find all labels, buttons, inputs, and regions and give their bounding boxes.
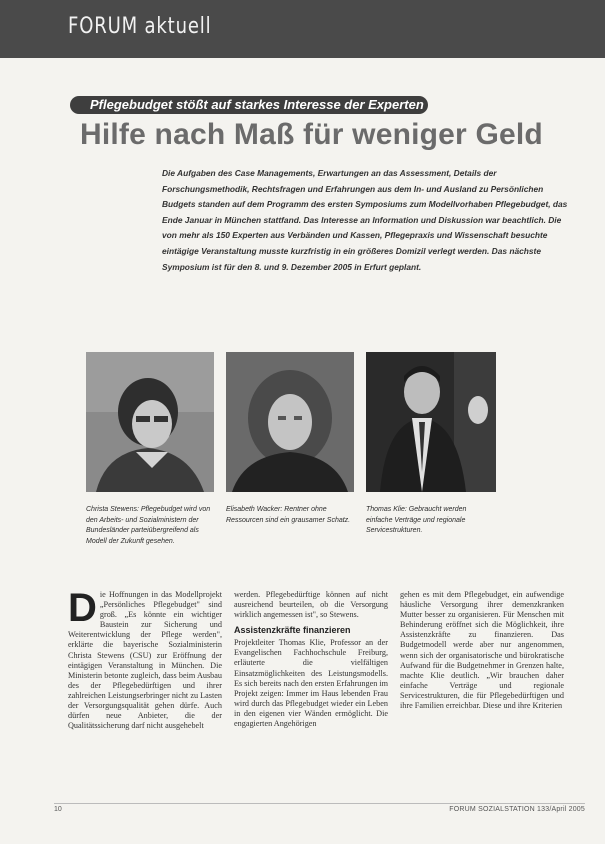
- publication-info: FORUM SOZIALSTATION 133/April 2005: [449, 806, 585, 813]
- section-title: FORUM aktuell: [68, 14, 212, 39]
- section-header-bar: [0, 0, 605, 58]
- thomas-klie-photo: [366, 352, 496, 492]
- body-column-1-text: ie Hoffnungen in das Modellprojekt „Persönliches Pflegebudget" sind groß. „Es könnte ein wichtiger Baustein zur Sicherung und Weiterentwicklung der Pflege werden", erklärte die bayerische Sozialministerin Christa Stewens (CSU) zur Eröffnung der eintägigen Veranstaltung in München. Die Ministerin betonte zugleich, dass beim Ausbau des der Pflegebedürftigen und ihrer zahlreichen Leistungserbringer nicht zu Lasten der Versorgungsqualität gehen dürfe. Auch dürfen neue Anbieter, die der Qualitätssicherung darf nicht ausgehebelt: [68, 590, 222, 731]
- footer-rule: [54, 803, 585, 804]
- christa-stewens-photo: [86, 352, 214, 492]
- kicker-text: Pflegebudget stößt auf starkes Interesse der Experten: [90, 97, 424, 112]
- thomas-klie-caption: Thomas Klie: Gebraucht werden einfache Verträge und regionale Servicestrukturen.: [366, 506, 467, 534]
- body-subhead: Assistenzkräfte finanzieren: [234, 625, 351, 636]
- body-column-3: [400, 590, 564, 711]
- article-lead: Die Aufgaben des Case Managements, Erwartungen an das Assessment, Details der Forschungsmethodik, Rechtsfragen und Erfahrungen aus dem In- und Ausland zu Persönlichen Budgets standen auf dem Programm des ersten Symposiums zum Modellvorhaben Pflegebudget, das Ende Januar in München stattfand. Das Interesse an Information und Diskussion war beachtlich. Die von mehr als 150 Experten aus Verbänden und Kassen, Pflegepraxis und Wissenschaft besuchte eintägige Veranstaltung musste kurzfristig in ein größeres Domizil verlegt werden. Das nächste Symposium ist für den 8. und 9. Dezember 2005 in Erfurt geplant.: [162, 168, 568, 272]
- christa-stewens-caption: Christa Stewens: Pflegebudget wird von den Arbeits- und Sozialministern der Bundesländer parteiübergreifend als Modell der Zukunft gesehen.: [86, 506, 211, 545]
- drop-cap: D: [68, 586, 97, 630]
- elisabeth-wacker-caption: Elisabeth Wacker: Rentner ohne Ressourcen sind ein grausamer Schatz.: [226, 506, 351, 524]
- body-column-2-text-a: werden. Pflegebedürftige können auf nicht ausreichend beurteilen, ob die Versorgung wirklich angemessen ist", so Stewens.: [234, 590, 388, 620]
- body-column-1: [68, 586, 222, 731]
- body-column-3-text: gehen es mit dem Pflegebudget, ein aufwendige häusliche Versorgung ihrer demenzkranken Mutter besser zu organisieren. Für Menschen mit Behinderung eröffnet sich die Möglichkeit, ihre Assistenzkräfte zu finanzieren. Das Budgetmodell werde aber nur angenommen, wenn sich der organisatorische und bürokratische Aufwand für die Budgetnehmer in Grenzen halte, machte Klie deutlich. „Wir brauchen daher einfache Verträge und regionale Servicestrukturen, die für Pflegebedürftigen und ihre Familien erreichbar. Diese und ihre Kriterien: [400, 590, 564, 711]
- body-column-2: [234, 590, 388, 729]
- article-headline: Hilfe nach Maß für weniger Geld: [80, 118, 543, 151]
- elisabeth-wacker-photo: [226, 352, 354, 492]
- page-number: 10: [54, 806, 62, 813]
- article-kicker: [70, 96, 428, 114]
- body-column-2-text-b: Projektleiter Thomas Klie, Professor an der Evangelischen Fachhochschule Freiburg, erläuterte die vielfältigen Einsatzmöglichkeiten des Leistungsmodells. Es sich bereits nach den ersten Erfahrungen im Projekt zeigen: Immer im Haus lebenden Frau wird durch das Pflegebudget wieder ein Leben in den eigenen vier Wänden ermöglicht. Die engagierten Angehörigen: [234, 638, 388, 729]
